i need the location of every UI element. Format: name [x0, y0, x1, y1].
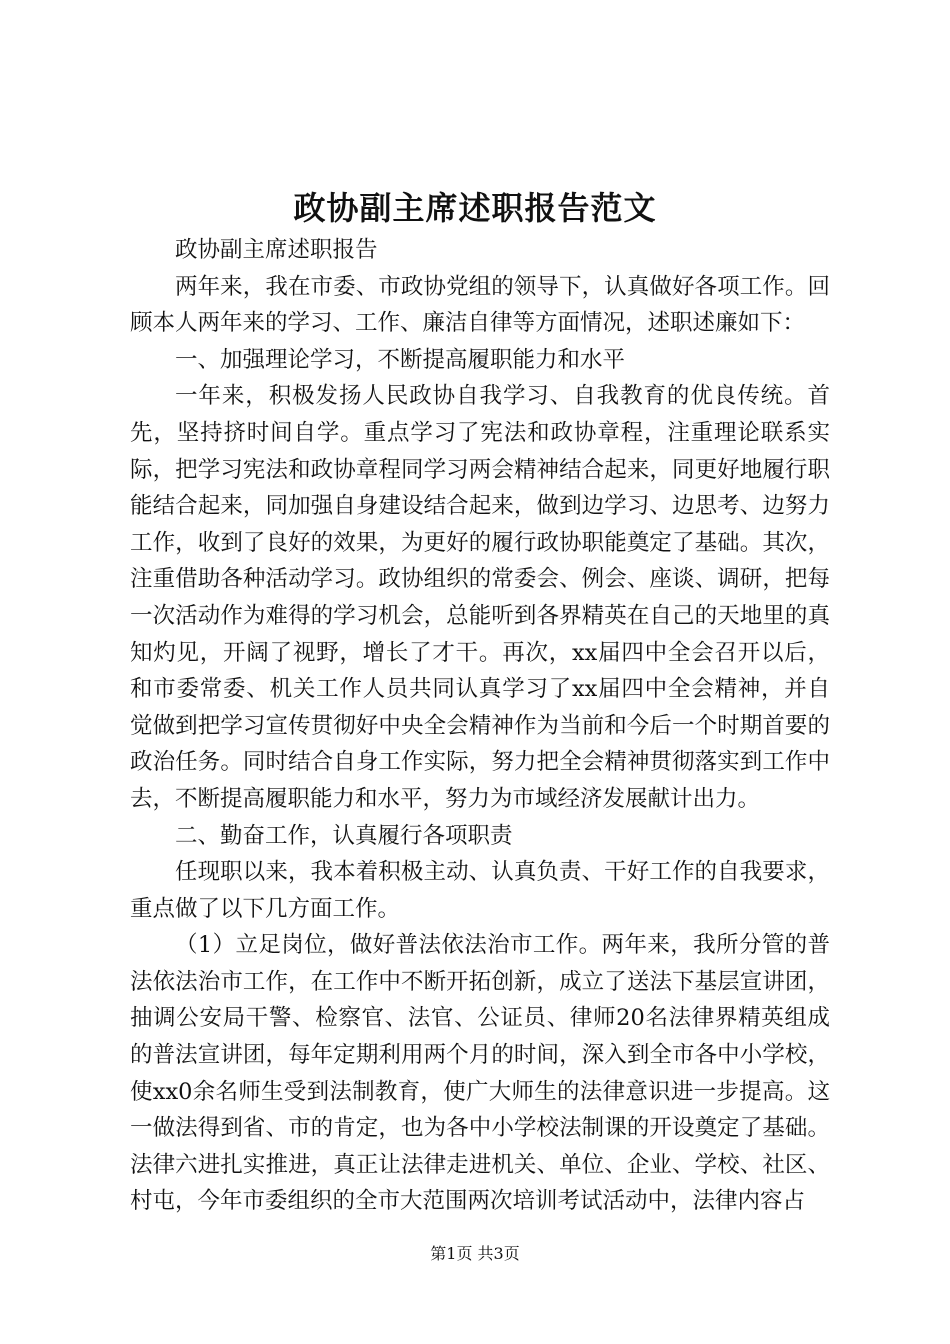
report-subtitle: 政协副主席述职报告 [175, 237, 378, 263]
intro-paragraph: 两年来，我在市委、市政协党组的领导下，认真做好各项工作。回顾本人两年来的学习、工作、廉洁自律等方面情况，述职述廉如下： [130, 273, 830, 337]
section-2-item-1-paragraph: （1）立足岗位，做好普法依法治市工作。两年来，我所分管的普法依法治市工作，在工作中不断开拓创新，成立了送法下基层宣讲团，抽调公安局干警、检察官、法官、公证员、律师20名法律界精英组成的普法宣讲团，每年定期利用两个月的时间，深入到全市各中小学校，使xx0余名师生受到法制教育，使广大师生的法律意识进一步提高。这一做法得到省、市的肯定，也为各中小学校法制课的开设奠定了基础。法律六进扎实推进，真正让法律走进机关、单位、企业、学校、社区、村屯，今年市委组织的全市大范围两次培训考试活动中，法律内容占 [130, 932, 830, 1215]
section-1-paragraph: 一年来，积极发扬人民政协自我学习、自我教育的优良传统。首先，坚持挤时间自学。重点学习了宪法和政协章程，注重理论联系实际，把学习宪法和政协章程同学习两会精神结合起来，同更好地履行职能结合起来，同加强自身建设结合起来，做到边学习、边思考、边努力工作，收到了良好的效果，为更好的履行政协职能奠定了基础。其次，注重借助各种活动学习。政协组织的常委会、例会、座谈、调研，把每一次活动作为难得的学习机会，总能听到各界精英在自己的天地里的真知灼见，开阔了视野，增长了才干。再次，xx届四中全会召开以后，和市委常委、机关工作人员共同认真学习了xx届四中全会精神，并自觉做到把学习宣传贯彻好中央全会精神作为当前和今后一个时期首要的政治任务。同时结合自身工作实际，努力把全会精神贯彻落实到工作中去，不断提高履职能力和水平，努力为市域经济发展献计出力。 [130, 383, 830, 812]
section-2-intro-paragraph: 任现职以来，我本着积极主动、认真负责、干好工作的自我要求，重点做了以下几方面工作。 [130, 859, 830, 922]
section-heading-1: 一、加强理论学习，不断提高履职能力和水平 [175, 346, 626, 373]
page-number-footer: 第1页 共3页 [430, 1244, 520, 1263]
section-heading-2: 二、勤奋工作，认真履行各项职责 [175, 822, 513, 849]
document-title: 政协副主席述职报告范文 [293, 189, 657, 227]
document-body [130, 232, 830, 1220]
